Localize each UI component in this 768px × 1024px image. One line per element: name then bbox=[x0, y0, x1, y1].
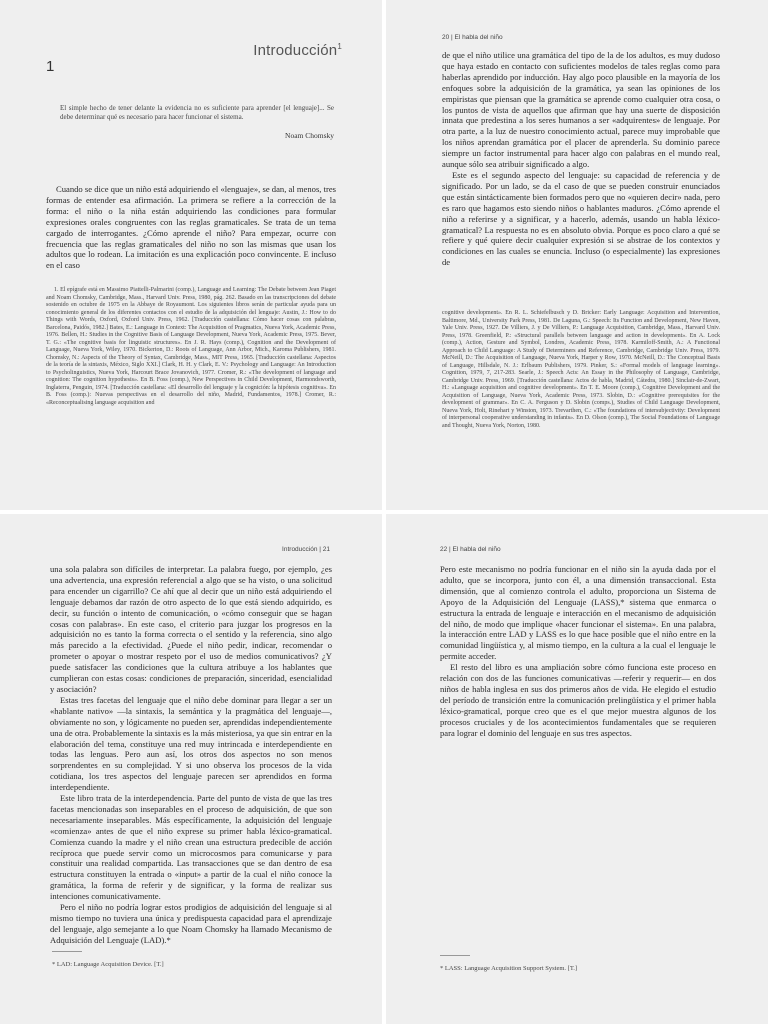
page-4 bbox=[386, 514, 768, 1024]
body-text bbox=[50, 564, 332, 946]
paragraph: Este libro trata de la interdependencia. Parte del punto de vista de que las tres facetas mencionadas son inseparables en el proceso de adquisición, de que son necesariamente inseparables. Más específicamente, la adquisición del lenguaje «comienza» antes de que el niño exprese su primer habla léxico-gramatical. Comienza cuando la madre y el niño crean una estructura predecible de acción recíproca que puede servir como un microcosmos para comunicarse y para constituir una realidad compartida. Las transacciones que se dan dentro de esa estructura constituyen la entrada o «input» a partir de la cual el niño conoce la gramática, la forma de referir y de significar, y la forma de realizar sus intenciones comunicativamente. bbox=[50, 793, 332, 902]
running-head: Introducción | 21 bbox=[282, 546, 330, 553]
footnote: 1. El epígrafe está en Massimo Piattelli-Palmarini (comp.), Language and Learning: The Debate between Jean Piaget and Noam Chomsky, Cambridge, Mass., Harvard Univ. Press, 1980, pág. 262. Basado en las transcripciones del debate sostenido en octubre de 1975 en la Abbaye de Royaumont. Los siguientes libros serán de particular ayuda para un conocimiento general de los diferentes contactos con el estudio de la adquisición del lenguaje: Austin, J.: How to do Things with Words, Oxford, Oxford Univ. Press, 1962. [Traducción castellana: Cómo hacer cosas con palabras, Barcelona, Paidós, 1982.] Bates, E.: Language in Context: The Acquisition of Pragmatics, Nueva York, Academic Press, 1976. Bellen, H.: Studies in the Cognitive Basis of Language Development, Nueva York, Academic Press, 1975. Bever, T. G.: «The cognitive basis for linguistic structures». En J. R. Hays (comp.), Cognition and the Development of Language, Nueva York, Wiley, 1970. Bickerton, D.: Roots of Language, Ann Arbor, Mich., Karoma Publishers, 1981. Chomsky, N.: Aspects of the Theory of Syntax, Cambridge, Mass., MIT Press, 1965. [Traducción castellana: Aspectos de la teoría de la sintaxis, México, Siglo XXI.] Clark, H. H. y Clark, E. V.: Psychology and Language: An Introduction to Psycholinguistics, Nueva York, Harcourt Brace Jovanovich, 1977. Cromer, R.: «The development of language and cognition: The cognition hypothesis». En B. Foss (comp.), New Perspectives in Child Development, Harmondsworth, Inglaterra, Penguin, 1974. [Traducción castellana: «El desarrollo del lenguaje y la cognición: la hipótesis cognitiva». En B. Foss (comp.): Nuevas perspectivas en el desarrollo del niño, Madrid, Fundamentos, 1978.] Cromer, R.: «Reconceptualising language acquisition and bbox=[46, 287, 336, 406]
body-text bbox=[46, 184, 336, 271]
body-text bbox=[440, 564, 716, 739]
page-2 bbox=[386, 0, 768, 510]
footnote: * LAD: Language Acquisition Device. [T.] bbox=[52, 961, 164, 968]
running-head: 20 | El habla del niño bbox=[442, 34, 503, 41]
paragraph: Estas tres facetas del lenguaje que el niño debe dominar para llegar a ser un «hablante nativo» —la sintaxis, la semántica y la pragmática del lenguaje—, obviamente no son, y lógicamente no pueden ser, aprendidas independientemente una de otra. Probablemente la sintaxis es la más misteriosa, ya que sin entrar en la elaboración del tema, constituye una red muy intrincada e interdependiente en todas las lenguas. Pero aun así, los otros dos aspectos no son menos sorprendentes en su complejidad. Y si uno observa los procesos de la vida cotidiana, los tres aspectos del lenguaje parecen ser aprendidos en forma interdependiente. bbox=[50, 694, 332, 793]
paragraph: El resto del libro es una ampliación sobre cómo funciona este proceso en relación con dos de las funciones comunicativas —referir y requerir— en dos niños de habla inglesa en sus dos primeros años de vida. He elegido el estudio del período de transición entre la comunicación prelingüística y el primer habla léxico-gramatical, porque creo que es el que mejor muestra algunos de los procesos cruciales y de los acontecimientos fundamentales que se requieren para lograr el dominio del lenguaje en sus tres aspectos. bbox=[440, 662, 716, 738]
footnote: * LASS: Language Acquisition Support System. [T.] bbox=[440, 965, 578, 972]
paragraph: Cuando se dice que un niño está adquiriendo el «lenguaje», se dan, al menos, tres formas de entender esa afirmación. La primera se refiere a la corrección de la forma: el niño o la niña están adquiriendo las condiciones para formular expresiones orales congruentes con las reglas gramaticales. Se trata de un tema cargado de interrogantes. ¿Cómo aprende el niño? Para empezar, ocurre con frecuencia que las reglas gramaticales del niño no son las mismas que usan los adultos que lo rodean. La imitación es una explicación poco convincente. E incluso en el caso bbox=[46, 184, 336, 271]
footnote-divider bbox=[52, 951, 82, 952]
paragraph: de que el niño utilice una gramática del tipo de la de los adultos, es muy dudoso que haya estado en contacto con suficientes modelos de tales reglas como para haberlas aprendido por inducción. Hay algo poco plausible en la mayoría de los enfoques sobre la adquisición de la gramática, ya sean las opiniones de los empiristas que piensan que la gramática se aprende como cualquier otra cosa, o los puntos de vista de aquellos que afirman que hay una suerte de disposición innata que predestina a los seres humanos a ser «adquirentes» de lenguaje. Por otra parte, a la luz de nuestro conocimiento actual, parece muy improbable que los niños aprendan gramática por el placer de aprenderla. Su dominio parece siempre un factor instrumental para hacer algo con palabras en el mundo real, aunque sólo sea atribuir significado a algo. bbox=[442, 50, 720, 170]
chapter-title-text: Introducción bbox=[253, 42, 338, 59]
epigraph: El simple hecho de tener delante la evidencia no es suficiente para aprender [el lenguaje]... Se debe determinar qué es necesario para hacer funcionar el sistema. bbox=[60, 104, 334, 121]
epigraph-author: Noam Chomsky bbox=[285, 131, 334, 140]
paragraph: Pero el niño no podría lograr estos prodigios de adquisición del lenguaje si al mismo tiempo no tuviera una única y predispuesta capacidad para el aprendizaje del lenguaje, algo semejante a lo que Noam Chomsky ha llamado Mecanismo de Adquisición del Lenguaje (LAD).* bbox=[50, 902, 332, 945]
paragraph: una sola palabra son difíciles de interpretar. La palabra fuego, por ejemplo, ¿es una advertencia, una expresión referencial a algo que se ha visto, o una solicitud para encender un cigarrillo? Ce ahí que al decir que un niño está adquiriendo el lenguaje debamos dar razón de otro aspecto de lo que está siendo adquirido, es decir, su función o intento de comunicación, o «cómo conseguir que se hagan cosas con palabras». En este caso, el criterio para juzgar los progresos en la adquisición no es tanto la forma correcta o el sentido y la referencia, sino algo más parecido a la efectividad. ¿Puede el niño pedir, indicar, recomendar o prometer o apoyar o mostrar respeto por el uso de medios comunicativos? ¿Y puede satisfacer las condiciones que la cultura atribuye a los hablantes que cumplieran con estas cosas: condiciones de preparación, sinceridad, esencialidad y asociación? bbox=[50, 564, 332, 694]
page-3 bbox=[0, 514, 382, 1024]
running-head: 22 | El habla del niño bbox=[440, 546, 501, 553]
footnote-divider bbox=[440, 955, 470, 956]
chapter-title-note: 1 bbox=[337, 42, 342, 51]
footnotes bbox=[46, 287, 336, 407]
chapter-number: 1 bbox=[46, 58, 55, 75]
page-1 bbox=[0, 0, 382, 510]
paragraph: Pero este mecanismo no podría funcionar en el niño sin la ayuda dada por el adulto, que se incorpora, junto con él, a una dimensión transaccional. Esta dimensión, que al comienzo controla el adulto, proporciona un Sistema de Apoyo de la Adquisición del Lenguaje (LASS),* sistema que enmarca o estructura la entrada de lenguaje e interacción en el mecanismo de adquisición del niño, de modo que implique «hacer funcionar el sistema». En una palabra, la interacción entre LAD y LASS es lo que hace posible que el niño entre en la comunidad lingüística y, al mismo tiempo, en la cultura a la cual el lenguaje le permite acceder. bbox=[440, 564, 716, 662]
chapter-title bbox=[253, 42, 342, 59]
body-text bbox=[442, 50, 720, 268]
footnote: cognitive development». En R. L. Schiefelbusch y D. Bricker: Early Language: Acquisition and Intervention, Baltimore, Md., University Park Press, 1981. De Laguna, G.: Speech: Its Function and Development, New Haven, Yale Univ. Press, 1927. De Villiers, J. y De Villiers, P.: Language Acquisition, Cambridge, Mass., Harvard Univ. Press, 1978. Greenfield, P.: «Structural parallels between language and action in development». En A. Lock (comp.), Action, Gesture and Symbol, Londres, Academic Press, 1978. Karmiloff-Smith, A.: A Functional Approach to Child Language: A Study of Determiners and Reference, Cambridge, Cambridge Univ. Press, 1979. McNeill, D.: The Acquisition of Language, Nueva York, Harper y Row, 1970. McNeill, D.: The Conceptual Basis of Language, Hillsdale, N. J.: Erlbaum Publishers, 1979. Pinker, S.: «Formal models of language learning». Cognition, 1979, 7, 217-283. Searle, J.: Speech Acts: An Essay in the Philosophy of Language, Cambridge, Cambridge Univ. Press, 1969. [Traducción castellana: Actos de habla, Madrid, Cátedra, 1980.] Sinclair-de-Zwart, H.: «Language acquisition and cognitive development». En T. E. Moore (comp.), Cognitive Development and the Acquisition of Language, Nueva York, Academic Press, 1973. Slobin, D.: «Cognitive prerequisites for the development of grammar». En C. A. Ferguson y D. Slobin (comps.), Studies of Child Language Development, Nueva York, Holt, Rinehart y Winston, 1973. Trevarthen, C.: «The foundations of intersubjectivity: Development of interpersonal cooperative understanding in infants». En D. Olson (comp.), The Social Foundations of Language and Thought, Nueva York, Norton, 1980. bbox=[442, 310, 720, 429]
paragraph: Este es el segundo aspecto del lenguaje: su capacidad de referencia y de significado. Por un lado, se da el caso de que se pueden construir enunciados que están sintácticamente bien formados pero que no «quieren decir» nada, pero es raro que hagamos esto siendo niños o hablantes maduros. ¿Cómo aprende el niño a referirse y a significar, y a hacerlo, además, usando un habla léxico-gramatical? La respuesta no es en absoluto obvia. Porque es poco claro a qué se refiere y qué quiere decir cualquier expresión si se abstrae de los contextos y condiciones en las cuales se enuncia. Incluso (o especialmente) las expresiones de bbox=[442, 169, 720, 268]
footnotes bbox=[442, 310, 720, 430]
